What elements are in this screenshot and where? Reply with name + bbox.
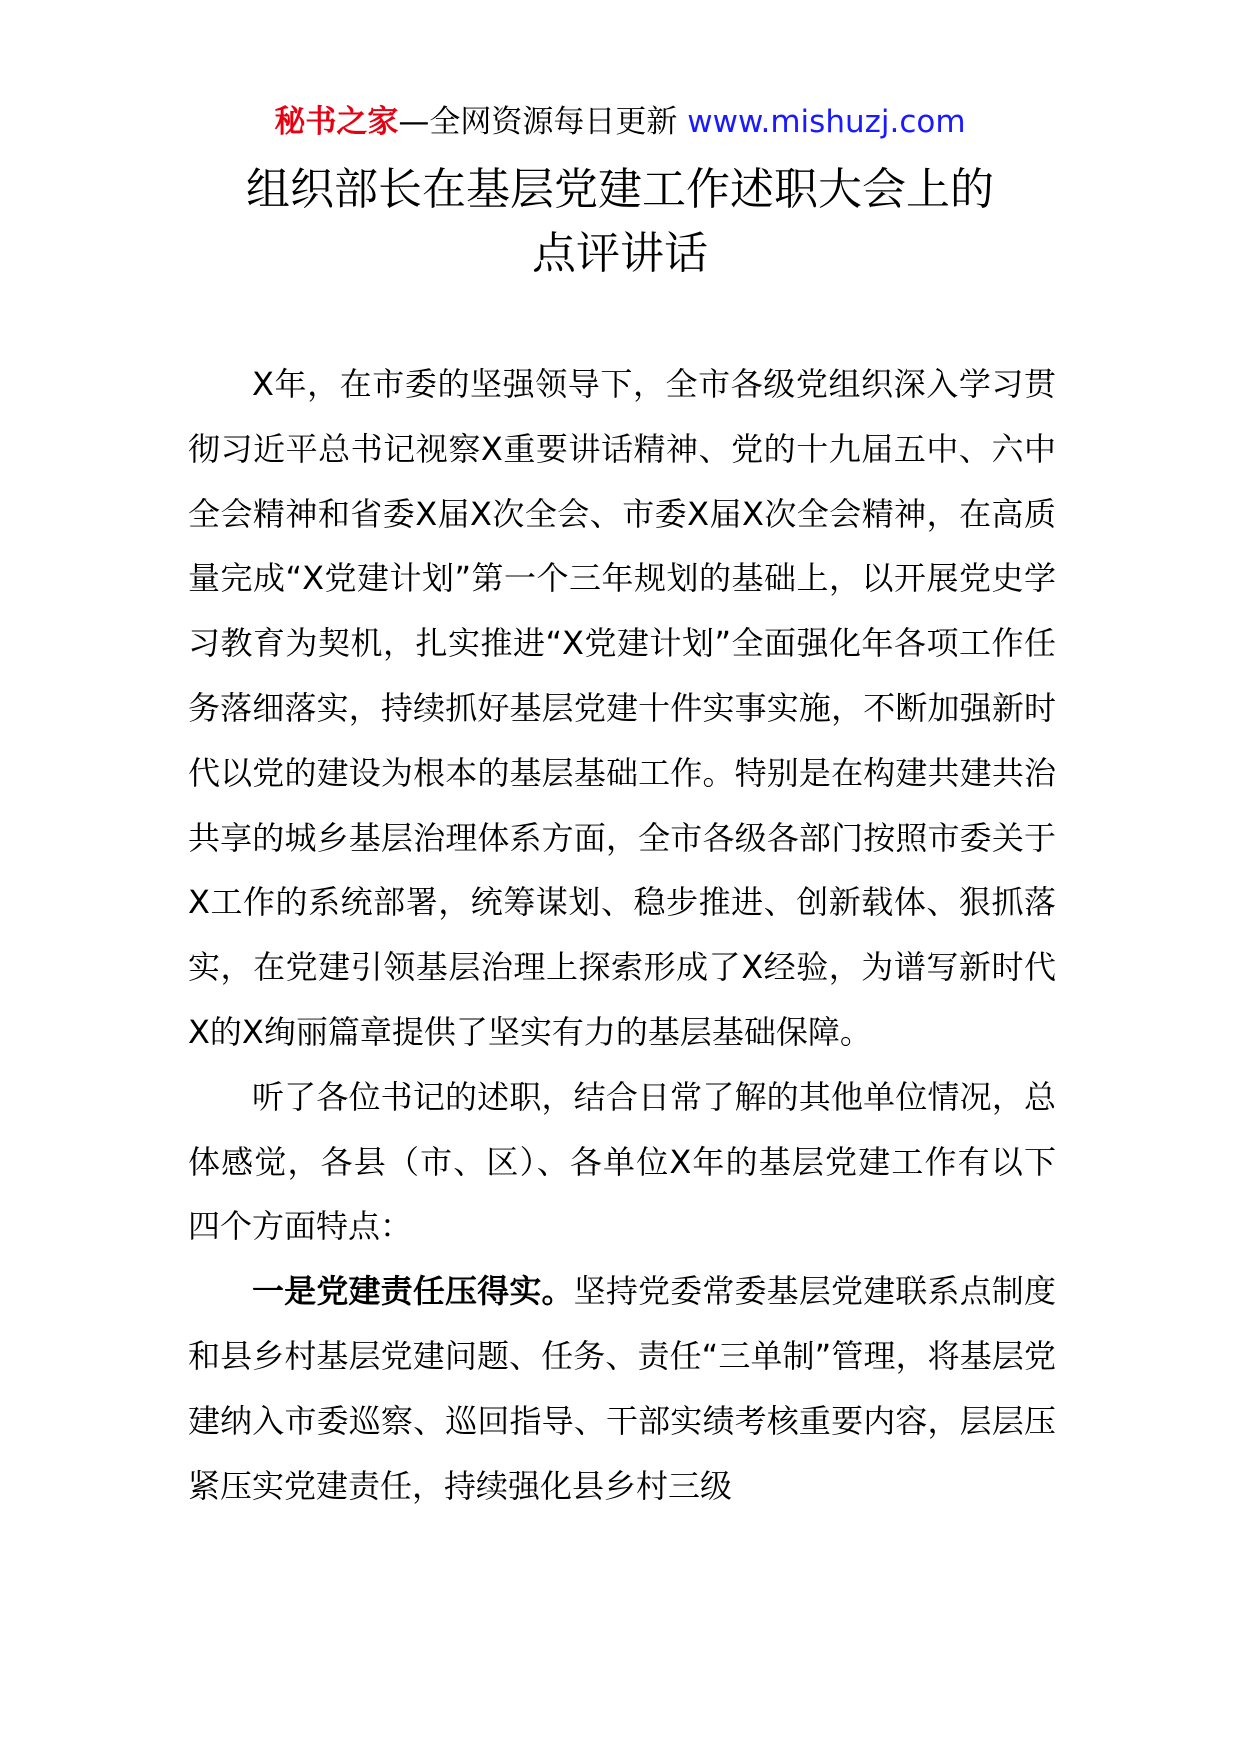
- site-url: www.mishuzj.com: [687, 104, 966, 140]
- paragraph-text: X年，在市委的坚强领导下，全市各级党组织深入学习贯彻习近平总书记视察X重要讲话精神、党的十九届五中、六中全会精神和省委X届X次全会、市委X届X次全会精神，在高质量完成“X党建计划”第一个三年规划的基础上，以开展党史学习教育为契机，扎实推进“X党建计划”全面强化年各项工作任务落细落实，持续抓好基层党建十件实事实施，不断加强新时代以党的建设为根本的基层基础工作。特别是在构建共建共治共享的城乡基层治理体系方面，全市各级各部门按照市委关于X工作的系统部署，统筹谋划、稳步推进、创新载体、狠抓落实，在党建引领基层治理上探索形成了X经验，为谱写新时代X的X绚丽篇章提供了坚实有力的基层基础保障。: [188, 365, 1056, 1051]
- header-tagline: —全网资源每日更新: [398, 104, 688, 140]
- brand-name: 秘书之家: [274, 104, 399, 140]
- paragraph-3: [188, 1259, 1056, 1518]
- paragraph-text: 坚持党委常委基层党建联系点制度和县乡村基层党建问题、任务、责任“三单制”管理，将基层党建纳入市委巡察、巡回指导、干部实绩考核重要内容，层层压紧压实党建责任，持续强化县乡村三级: [188, 1272, 1056, 1505]
- paragraph-lead: 一是党建责任压得实。: [252, 1272, 574, 1311]
- paragraph-text: 听了各位书记的述职，结合日常了解的其他单位情况，总体感觉，各县（市、区）、各单位X年的基层党建工作有以下四个方面特点：: [188, 1077, 1056, 1246]
- title-line-2: 点评讲话: [532, 228, 708, 279]
- paragraph-1: [188, 352, 1056, 1065]
- site-header: [0, 100, 1240, 144]
- document-body: [188, 352, 1056, 1518]
- paragraph-2: [188, 1065, 1056, 1259]
- document-title: [0, 158, 1240, 286]
- title-line-1: 组织部长在基层党建工作述职大会上的: [246, 164, 994, 215]
